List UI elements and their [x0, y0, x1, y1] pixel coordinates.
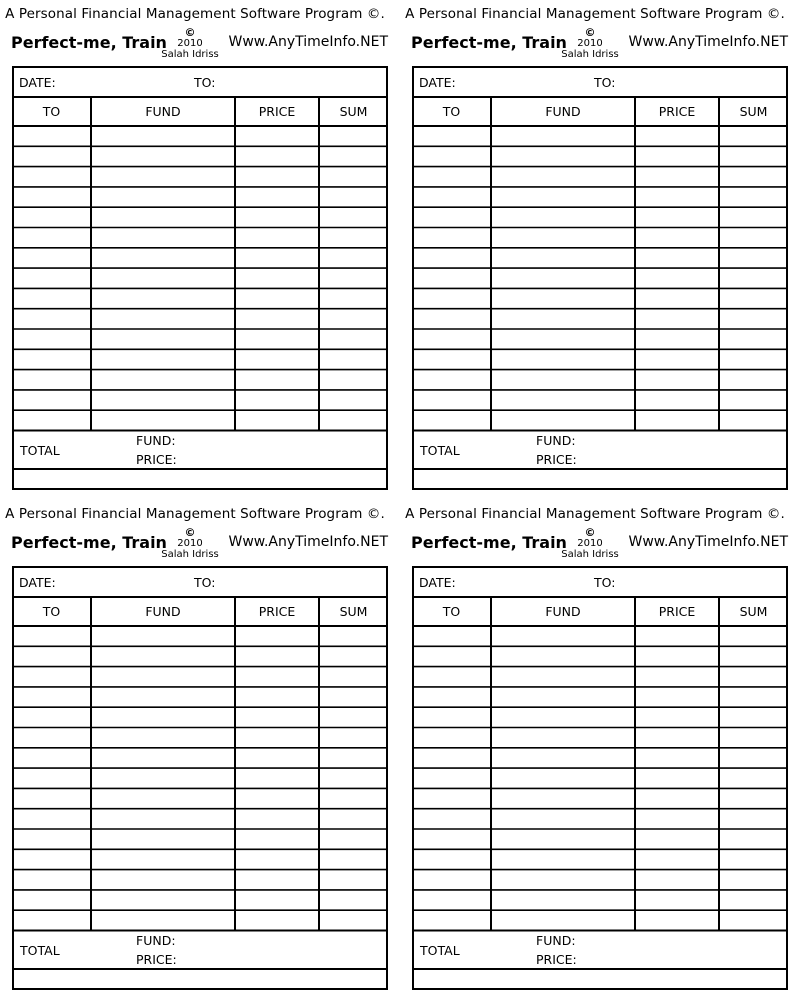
column-header-price: PRICE — [258, 604, 296, 619]
column-header-price: PRICE — [658, 604, 696, 619]
ledger-sheet-2 — [400, 0, 790, 490]
website-link[interactable]: Www.AnyTimeInfo.NET — [628, 34, 788, 50]
column-header-to: TO — [42, 104, 61, 119]
date-label: DATE: — [19, 575, 56, 590]
column-header-to: TO — [442, 104, 461, 119]
copyright-symbol: © — [584, 526, 596, 539]
ledger-sheet-1 — [0, 0, 390, 490]
brand-name: Perfect-me, Train — [411, 33, 567, 52]
form-grid — [12, 66, 388, 490]
total-label: TOTAL — [420, 943, 460, 958]
column-header-fund: FUND — [545, 604, 581, 619]
program-line: A Personal Financial Management Software Program ©. — [5, 506, 385, 522]
to-label: TO: — [194, 575, 216, 590]
program-line: A Personal Financial Management Software Program ©. — [5, 6, 385, 22]
column-header-fund: FUND — [545, 104, 581, 119]
copyright-symbol: © — [584, 26, 596, 39]
total-price-label: PRICE: — [136, 952, 177, 967]
date-label: DATE: — [19, 75, 56, 90]
column-header-price: PRICE — [658, 104, 696, 119]
copyright-block — [557, 527, 623, 560]
website-link[interactable]: Www.AnyTimeInfo.NET — [628, 534, 788, 550]
copyright-block — [157, 527, 223, 560]
copyright-author: Salah Idriss — [561, 549, 619, 560]
form-border — [413, 567, 787, 989]
to-label: TO: — [194, 75, 216, 90]
date-label: DATE: — [419, 75, 456, 90]
ledger-sheet-3 — [0, 500, 390, 990]
form-border — [13, 67, 387, 489]
column-header-fund: FUND — [145, 604, 181, 619]
website-link[interactable]: Www.AnyTimeInfo.NET — [228, 34, 388, 50]
copyright-year: 2010 — [577, 38, 603, 49]
total-label: TOTAL — [20, 943, 60, 958]
program-line: A Personal Financial Management Software Program ©. — [405, 506, 785, 522]
copyright-year: 2010 — [177, 538, 203, 549]
total-price-label: PRICE: — [536, 452, 577, 467]
copyright-block — [157, 27, 223, 60]
ledger-sheet-4 — [400, 500, 790, 990]
form-grid — [412, 66, 788, 490]
form-border — [413, 67, 787, 489]
copyright-author: Salah Idriss — [561, 49, 619, 60]
form-grid — [412, 566, 788, 990]
copyright-block — [557, 27, 623, 60]
column-header-sum: SUM — [739, 604, 768, 619]
total-label: TOTAL — [20, 443, 60, 458]
copyright-year: 2010 — [177, 38, 203, 49]
column-header-to: TO — [42, 604, 61, 619]
column-header-price: PRICE — [258, 104, 296, 119]
total-fund-label: FUND: — [136, 433, 176, 448]
column-header-sum: SUM — [739, 104, 768, 119]
to-label: TO: — [594, 575, 616, 590]
website-link[interactable]: Www.AnyTimeInfo.NET — [228, 534, 388, 550]
copyright-year: 2010 — [577, 538, 603, 549]
total-label: TOTAL — [420, 443, 460, 458]
to-label: TO: — [594, 75, 616, 90]
total-fund-label: FUND: — [136, 933, 176, 948]
copyright-symbol: © — [184, 26, 196, 39]
copyright-author: Salah Idriss — [161, 49, 219, 60]
copyright-symbol: © — [184, 526, 196, 539]
brand-name: Perfect-me, Train — [411, 533, 567, 552]
column-header-sum: SUM — [339, 104, 368, 119]
ledger-form — [12, 66, 388, 490]
column-header-fund: FUND — [145, 104, 181, 119]
date-label: DATE: — [419, 575, 456, 590]
total-fund-label: FUND: — [536, 433, 576, 448]
brand-name: Perfect-me, Train — [11, 533, 167, 552]
brand-name: Perfect-me, Train — [11, 33, 167, 52]
total-price-label: PRICE: — [536, 952, 577, 967]
column-header-sum: SUM — [339, 604, 368, 619]
column-header-to: TO — [442, 604, 461, 619]
form-border — [13, 567, 387, 989]
ledger-form — [412, 66, 788, 490]
form-grid — [12, 566, 388, 990]
ledger-form — [412, 566, 788, 990]
ledger-form — [12, 566, 388, 990]
copyright-author: Salah Idriss — [161, 549, 219, 560]
program-line: A Personal Financial Management Software Program ©. — [405, 6, 785, 22]
total-fund-label: FUND: — [536, 933, 576, 948]
total-price-label: PRICE: — [136, 452, 177, 467]
